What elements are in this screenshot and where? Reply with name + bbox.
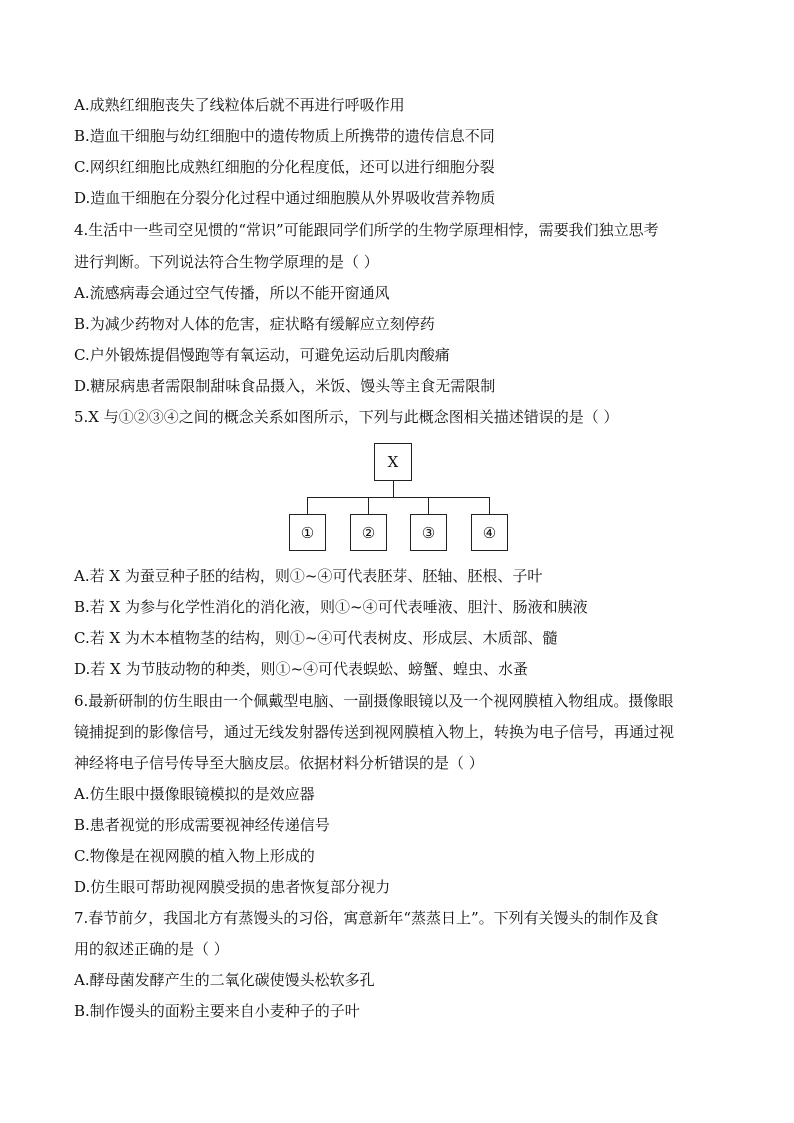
q7-stem-line2: 用的叙述正确的是（ ）	[74, 940, 229, 958]
branch-drop-1	[307, 497, 308, 514]
branch-drop-2	[368, 497, 369, 514]
q5-stem: 5.X 与①②③④之间的概念关系如图所示，下列与此概念图相关描述错误的是（ ）	[74, 408, 619, 426]
q6-option-b: B.患者视觉的形成需要视神经传递信号	[74, 816, 330, 834]
q3-option-c: C.网织红细胞比成熟红细胞的分化程度低，还可以进行细胞分裂	[74, 158, 495, 176]
q6-stem-line1: 6.最新研制的仿生眼由一个佩戴型电脑、一副摄像眼镜以及一个视网膜植入物组成。摄像眼	[74, 692, 674, 710]
branch-drop-3	[428, 497, 429, 514]
q6-stem-line2: 镜捕捉到的影像信号，通过无线发射器传送到视网膜植入物上，转换为电子信号，再通过视	[74, 723, 675, 741]
concept-child-box-2: ②	[350, 514, 387, 551]
root-stem-line	[393, 481, 394, 497]
concept-child-box-1: ①	[289, 514, 326, 551]
q6-option-c: C.物像是在视网膜的植入物上形成的	[74, 847, 315, 865]
q4-option-c: C.户外锻炼提倡慢跑等有氧运动，可避免运动后肌肉酸痛	[74, 346, 450, 364]
q7-option-b: B.制作馒头的面粉主要来自小麦种子的子叶	[74, 1002, 360, 1020]
q7-stem-line1: 7.春节前夕，我国北方有蒸馒头的习俗，寓意新年“蒸蒸日上”。下列有关馒头的制作及食	[74, 909, 659, 927]
q4-stem-line1: 4.生活中一些司空见惯的“常识”可能跟同学们所学的生物学原理相悖，需要我们独立思考	[74, 221, 659, 239]
q4-stem-line2: 进行判断。下列说法符合生物学原理的是（ ）	[74, 253, 379, 271]
q3-option-a: A.成熟红细胞丧失了线粒体后就不再进行呼吸作用	[74, 96, 405, 114]
q6-option-d: D.仿生眼可帮助视网膜受损的患者恢复部分视力	[74, 878, 391, 896]
q3-option-d: D.造血干细胞在分裂分化过程中通过细胞膜从外界吸收营养物质	[74, 189, 496, 207]
q3-option-b: B.造血干细胞与幼红细胞中的遗传物质上所携带的遗传信息不同	[74, 127, 495, 145]
q4-option-b: B.为减少药物对人体的危害，症状略有缓解应立刻停药	[74, 315, 435, 333]
branch-horizontal-line	[307, 497, 489, 498]
q5-option-c: C.若 X 为木本植物茎的结构，则①~④可代表树皮、形成层、木质部、髓	[74, 629, 558, 647]
q5-option-a: A.若 X 为蚕豆种子胚的结构，则①~④可代表胚芽、胚轴、胚根、子叶	[74, 567, 543, 585]
q4-option-d: D.糖尿病患者需限制甜味食品摄入，米饭、馒头等主食无需限制	[74, 377, 496, 395]
concept-diagram	[280, 440, 520, 560]
q4-option-a: A.流感病毒会通过空气传播，所以不能开窗通风	[74, 284, 390, 302]
concept-root-box: X	[374, 443, 412, 481]
concept-child-box-4: ④	[471, 514, 508, 551]
branch-drop-4	[489, 497, 490, 514]
concept-child-box-3: ③	[410, 514, 447, 551]
q5-option-d: D.若 X 为节肢动物的种类，则①~④可代表蜈蚣、螃蟹、蝗虫、水蚤	[74, 660, 529, 678]
q7-option-a: A.酵母菌发酵产生的二氧化碳使馒头松软多孔	[74, 971, 375, 989]
q5-option-b: B.若 X 为参与化学性消化的消化液，则①~④可代表唾液、胆汁、肠液和胰液	[74, 598, 588, 616]
q6-stem-line3: 神经将电子信号传导至大脑皮层。依据材料分析错误的是（ ）	[74, 754, 484, 772]
q6-option-a: A.仿生眼中摄像眼镜模拟的是效应器	[74, 785, 315, 803]
